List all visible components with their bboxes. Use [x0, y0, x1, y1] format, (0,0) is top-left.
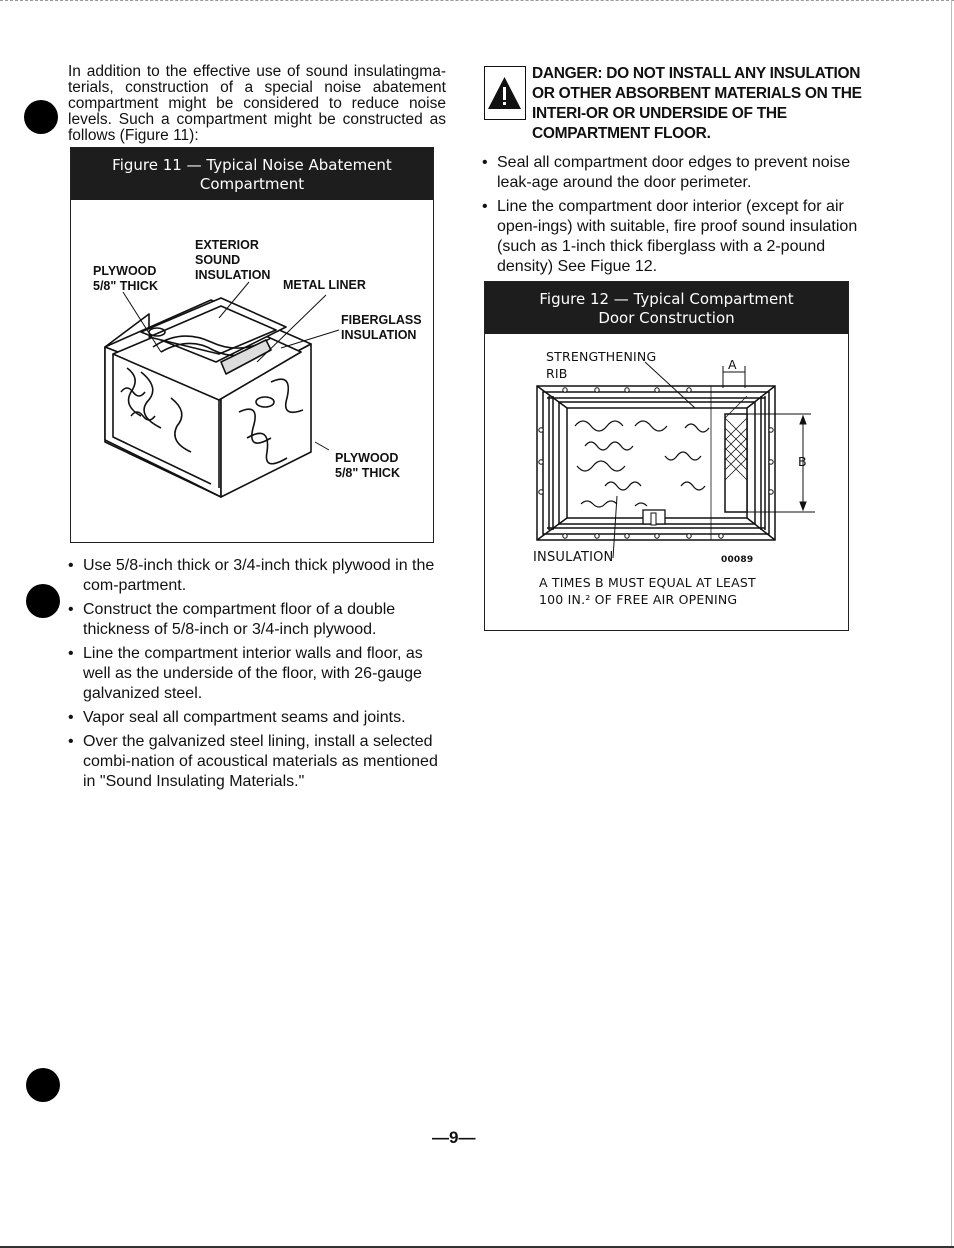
list-item: [482, 153, 860, 193]
list-item: [68, 556, 446, 596]
figure-11-title-line2: Compartment: [199, 175, 305, 193]
page-right-border: [951, 0, 952, 1248]
label-fiberglass-line1: FIBERGLASS: [341, 313, 422, 327]
label-insulation: INSULATION: [533, 550, 614, 565]
label-fiberglass-insulation: [341, 313, 422, 343]
label-plywood-bottom-line1: PLYWOOD: [335, 451, 399, 465]
binder-hole-2: [26, 584, 60, 618]
label-plywood-bottom-line2: 5/8" THICK: [335, 466, 400, 480]
list-item: [482, 197, 860, 277]
right-bullet-list: [482, 153, 860, 281]
left-bullet-4: Vapor seal all compartment seams and joints.: [83, 709, 406, 726]
figure-11: [70, 147, 434, 543]
list-item: [68, 644, 446, 704]
intro-paragraph: In addition to the effective use of sound insulatingma-terials, construction of a special noise abatement compartment might be considered to reduce noise levels. Such a compartment might be constructed as follows (Figure 11):: [68, 63, 446, 144]
label-code: 00089: [721, 555, 754, 565]
label-exterior-line1: EXTERIOR: [195, 238, 259, 252]
label-metal-liner: METAL LINER: [283, 278, 366, 292]
label-rib-line2: RIB: [546, 366, 568, 381]
left-bullet-1: Use 5/8-inch thick or 3/4-inch thick plywood in the com-partment.: [83, 557, 435, 594]
label-note-line2: 100 IN.² OF FREE AIR OPENING: [539, 592, 738, 607]
label-strengthening-rib: [546, 348, 656, 382]
label-fiberglass-line2: INSULATION: [341, 328, 417, 342]
binder-hole-1: [24, 100, 58, 134]
label-plywood-top-line2: 5/8" THICK: [93, 279, 158, 293]
figure-12: [484, 281, 849, 631]
list-item: [68, 600, 446, 640]
danger-text: DANGER: DO NOT INSTALL ANY INSULATION OR OTHER ABSORBENT MATERIALS ON THE INTERI-OR OR UNDERSIDE OF THE COMPARTMENT FLOOR.: [532, 65, 862, 142]
label-dimension-b: B: [798, 454, 807, 469]
left-bullet-3: Line the compartment interior walls and floor, as well as the underside of the floor, with 26-gauge galvanized steel.: [83, 645, 423, 702]
label-plywood-bottom: [335, 451, 400, 481]
label-rib-line1: STRENGTHENING: [546, 349, 657, 364]
figure-11-title-line1: Figure 11 — Typical Noise Abatement: [112, 156, 392, 174]
binder-hole-3: [26, 1068, 60, 1102]
label-exterior-line2: SOUND: [195, 253, 241, 267]
label-dimension-a: A: [728, 357, 737, 372]
label-exterior-line3: INSULATION: [195, 268, 271, 282]
list-item: [68, 732, 446, 792]
figure-12-header: [485, 282, 848, 334]
left-bullet-5: Over the galvanized steel lining, install a selected combi-nation of acoustical materials as mentioned in "Sound Insulating Materials.": [83, 733, 438, 790]
page-number: —9—: [432, 1128, 476, 1147]
warning-icon: [484, 66, 526, 120]
label-plywood-top: [93, 264, 158, 294]
label-free-air-note: [539, 574, 756, 608]
list-item: [68, 708, 446, 728]
label-note-line1: A TIMES B MUST EQUAL AT LEAST: [539, 575, 756, 590]
right-bullet-2: Line the compartment door interior (except for air open-ings) with suitable, fire proof sound insulation (such as 1-inch thick fiberglass with a 2-pound density) See Figue 12.: [497, 198, 858, 275]
left-bullet-2: Construct the compartment floor of a double thickness of 5/8-inch or 3/4-inch plywood.: [83, 601, 396, 638]
left-bullet-list: [68, 556, 446, 796]
figure-12-title-line2: Door Construction: [598, 309, 735, 327]
label-exterior-sound-insulation: [195, 238, 270, 283]
figure-12-title-line1: Figure 12 — Typical Compartment: [539, 290, 794, 308]
figure-11-header: [71, 148, 433, 200]
label-plywood-top-line1: PLYWOOD: [93, 264, 157, 278]
right-bullet-1: Seal all compartment door edges to prevent noise leak-age around the door perimeter.: [497, 154, 851, 191]
page-top-border: [0, 0, 954, 3]
